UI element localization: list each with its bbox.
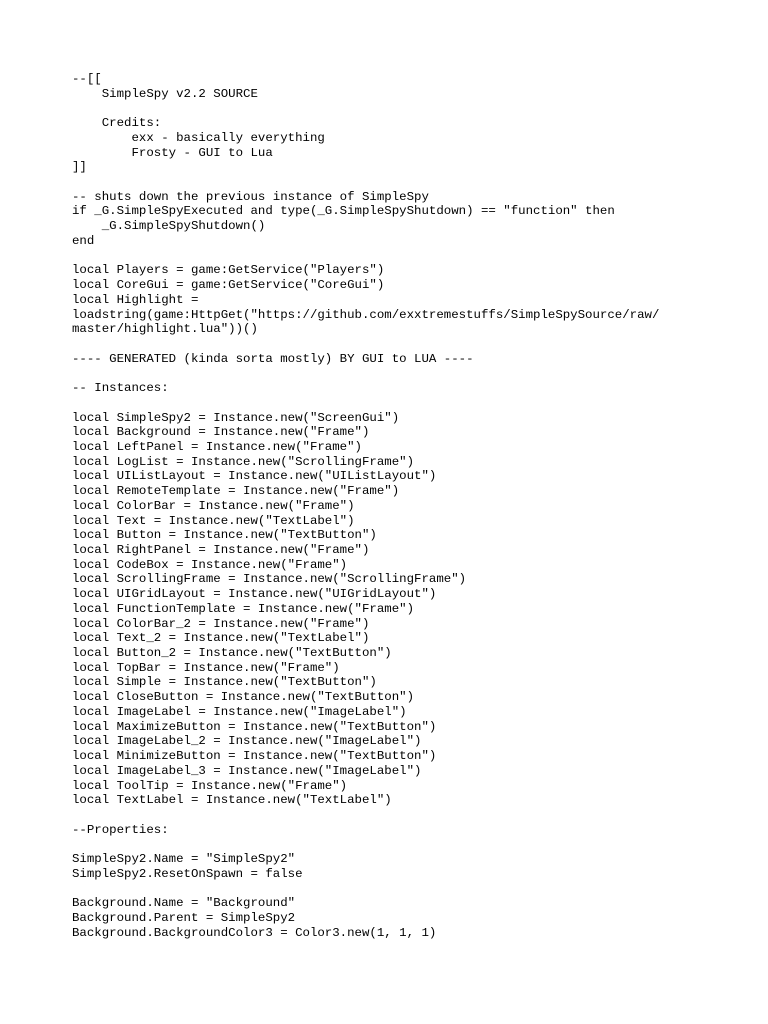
code-line: local ColorBar = Instance.new("Frame") xyxy=(72,498,355,513)
code-line: local UIListLayout = Instance.new("UIListLayout") xyxy=(72,469,437,484)
code-line: Background.Name = "Background" xyxy=(72,896,296,911)
code-line xyxy=(72,808,752,823)
code-line xyxy=(72,101,752,116)
code-line xyxy=(72,175,752,190)
code-line: local MaximizeButton = Instance.new("TextButton") xyxy=(72,719,437,734)
code-line: local ImageLabel = Instance.new("ImageLabel") xyxy=(72,704,407,719)
code-line: local ImageLabel_3 = Instance.new("ImageLabel") xyxy=(72,763,422,778)
code-line: SimpleSpy v2.2 SOURCE xyxy=(72,86,258,101)
code-line: ---- GENERATED (kinda sorta mostly) BY GUI to LUA ---- xyxy=(72,351,474,366)
code-line: local CodeBox = Instance.new("Frame") xyxy=(72,557,348,572)
code-line: Frosty - GUI to Lua xyxy=(72,145,273,160)
code-line: local Background = Instance.new("Frame") xyxy=(72,425,370,440)
code-line: local CloseButton = Instance.new("TextButton") xyxy=(72,690,415,705)
code-line: local FunctionTemplate = Instance.new("Frame") xyxy=(72,601,415,616)
code-line: local RightPanel = Instance.new("Frame") xyxy=(72,543,370,557)
code-line: local CoreGui = game:GetService("CoreGui") xyxy=(72,278,385,293)
code-line xyxy=(72,249,752,264)
code-line: -- shuts down the previous instance of SimpleSpy xyxy=(72,189,429,204)
code-line: master/highlight.lua"))() xyxy=(72,322,258,337)
code-line: Background.BackgroundColor3 = Color3.new(1, 1, 1) xyxy=(72,925,437,940)
code-line: loadstring(game:HttpGet("https://github.com/exxtremestuffs/SimpleSpySource/raw/ xyxy=(72,307,660,322)
code-line: SimpleSpy2.ResetOnSpawn = false xyxy=(72,866,303,881)
code-line: local RemoteTemplate = Instance.new("Frame") xyxy=(72,484,400,499)
code-line: local TopBar = Instance.new("Frame") xyxy=(72,660,340,675)
code-line: local Button = Instance.new("TextButton") xyxy=(72,528,377,543)
code-line: local ImageLabel_2 = Instance.new("ImageLabel") xyxy=(72,734,422,749)
code-line: local SimpleSpy2 = Instance.new("ScreenGui") xyxy=(72,410,400,425)
code-line: local UIGridLayout = Instance.new("UIGridLayout") xyxy=(72,587,437,602)
code-line: local ToolTip = Instance.new("Frame") xyxy=(72,778,348,793)
code-line: local LeftPanel = Instance.new("Frame") xyxy=(72,439,362,454)
code-line xyxy=(72,837,752,852)
code-line xyxy=(72,882,752,897)
code-line: local MinimizeButton = Instance.new("TextButton") xyxy=(72,749,437,764)
code-line: SimpleSpy2.Name = "SimpleSpy2" xyxy=(72,852,296,867)
code-line: --Properties: xyxy=(72,822,169,837)
code-line: local LogList = Instance.new("ScrollingFrame") xyxy=(72,454,415,469)
code-line: -- Instances: xyxy=(72,381,169,396)
code-line: local TextLabel = Instance.new("TextLabel") xyxy=(72,793,392,808)
code-listing xyxy=(72,72,752,940)
code-line: --[[ xyxy=(72,72,102,86)
code-line: local Highlight = xyxy=(72,292,199,307)
code-line: local Simple = Instance.new("TextButton") xyxy=(72,675,377,690)
code-line: local ScrollingFrame = Instance.new("ScrollingFrame") xyxy=(72,572,467,587)
code-line: local Text = Instance.new("TextLabel") xyxy=(72,513,355,528)
code-line: local Text_2 = Instance.new("TextLabel") xyxy=(72,631,370,646)
code-line: local ColorBar_2 = Instance.new("Frame") xyxy=(72,616,370,631)
code-line: ]] xyxy=(72,160,87,175)
code-line: local Players = game:GetService("Players") xyxy=(72,263,385,278)
code-line xyxy=(72,366,752,381)
code-line: _G.SimpleSpyShutdown() xyxy=(72,219,266,234)
code-line: exx - basically everything xyxy=(72,130,325,145)
code-line: end xyxy=(72,233,95,248)
code-line: Credits: xyxy=(72,116,162,131)
code-line: Background.Parent = SimpleSpy2 xyxy=(72,910,296,925)
code-line xyxy=(72,337,752,352)
code-line xyxy=(72,396,752,411)
code-line: local Button_2 = Instance.new("TextButton") xyxy=(72,646,392,661)
code-line: if _G.SimpleSpyExecuted and type(_G.SimpleSpyShutdown) == "function" then xyxy=(72,204,615,219)
